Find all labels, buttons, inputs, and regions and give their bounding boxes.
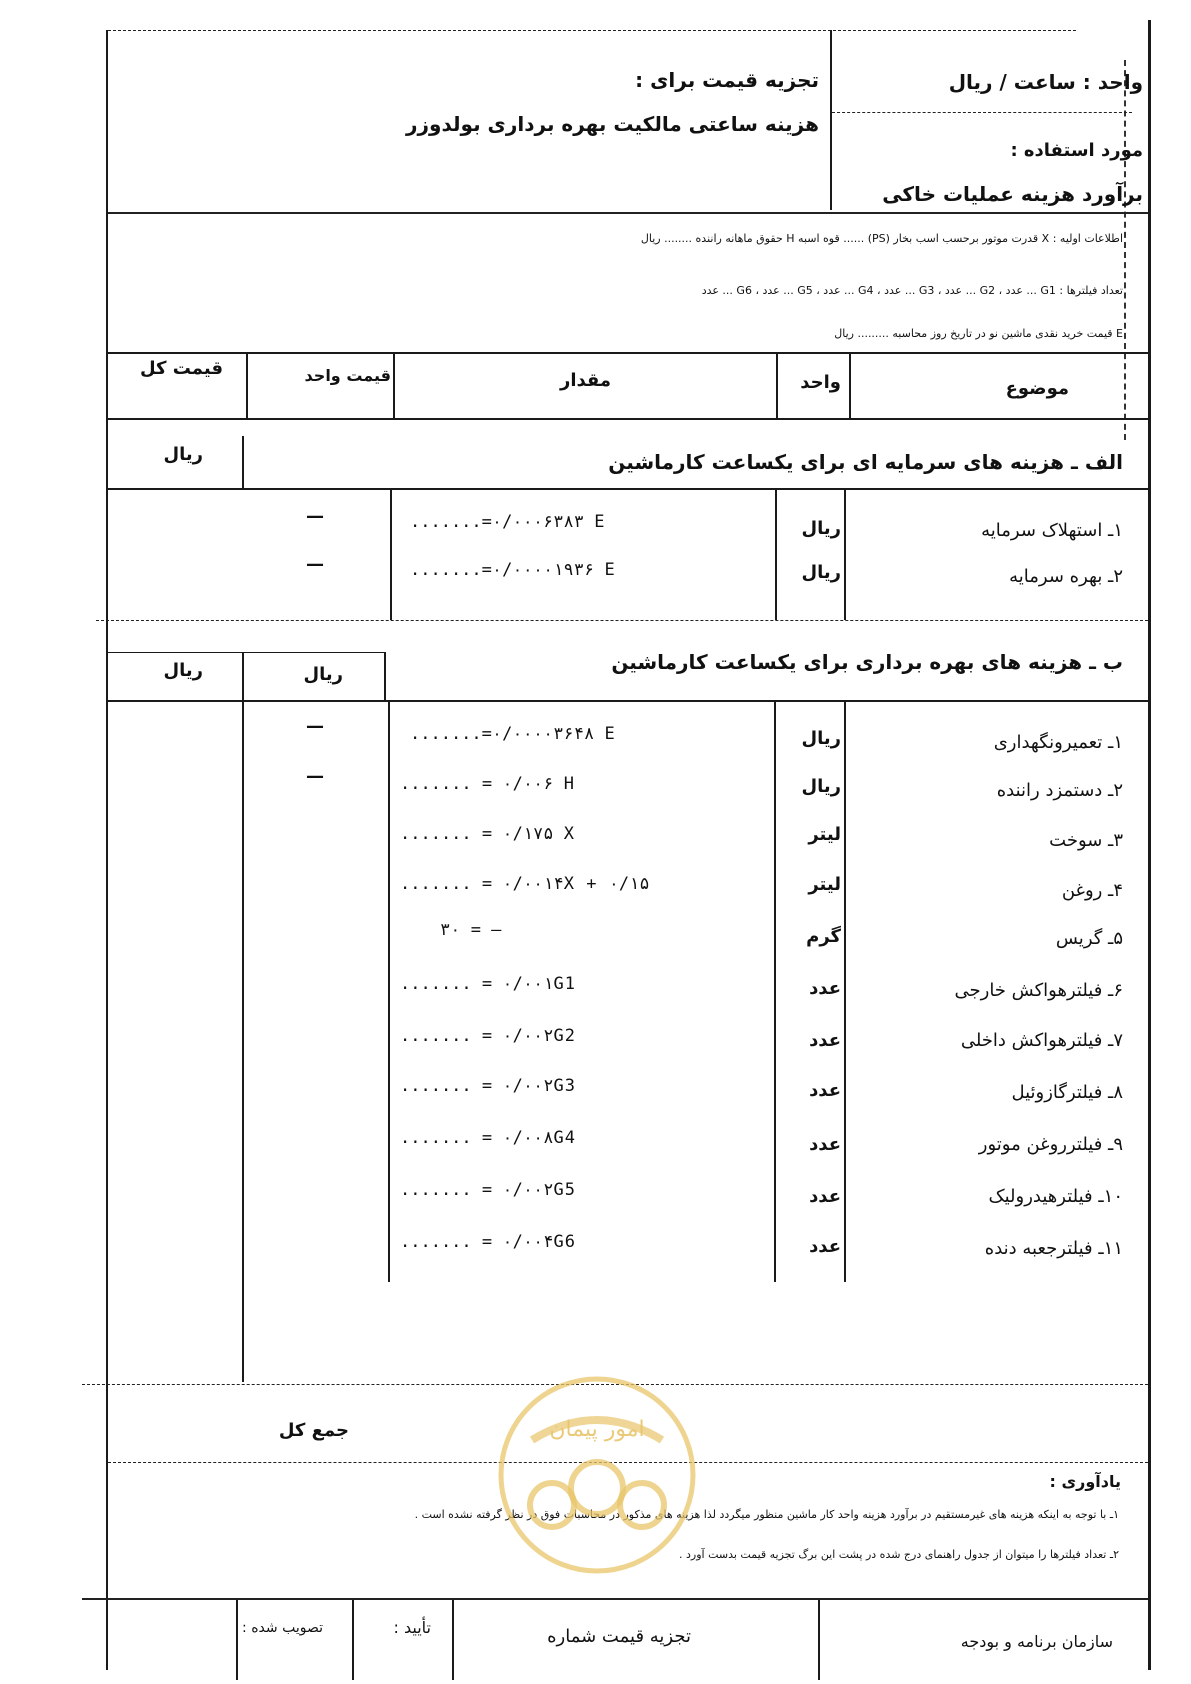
row-quantity: ....... = ۰/۱۷۵ X (400, 824, 575, 844)
row-quantity: ....... = ۰/۰۰۴G6 (400, 1232, 576, 1252)
row-subject: ۸ـ فیلترگازوئیل (1011, 1082, 1123, 1103)
usage-label: مورد استفاده : (1010, 140, 1143, 161)
row-quantity: ....... = ۰/۰۰۶ H (400, 774, 575, 794)
row-subject: ۶ـ فیلترهواکش خارجی (954, 980, 1123, 1001)
row-subject: ۲ـ بهره سرمایه (1009, 566, 1123, 587)
row-quantity: .......=۰/۰۰۰۶۳۸۳ E (410, 512, 606, 532)
notes-title: یادآوری : (1049, 1472, 1121, 1491)
section-b-unit-price-unit: ریال (303, 664, 343, 685)
initial-info-line-3: E قیمت خرید نقدی ماشین نو در تاریخ روز محاسبه ......... ریال (834, 327, 1123, 340)
row-quantity: .......=۰/۰۰۰۰۱۹۳۶ E (410, 560, 616, 580)
watermark-text: امور پیمان (549, 1417, 645, 1442)
footer-form-title: تجزیه قیمت شماره (547, 1626, 691, 1647)
row-quantity: ....... = ۰/۰۰۲G3 (400, 1076, 576, 1096)
watermark-seal (492, 1370, 702, 1580)
analysis-label: تجزیه قیمت برای : (635, 68, 819, 92)
row-subject: ۱۰ـ فیلترهیدرولیک (988, 1186, 1123, 1207)
row-unit-price: — (306, 766, 324, 787)
row-subject: ۷ـ فیلترهواکش داخلی (960, 1030, 1123, 1051)
row-quantity: ....... = ۰/۰۰۲G2 (400, 1026, 576, 1046)
row-unit: ریال (801, 518, 841, 539)
header-quantity: مقدار (559, 370, 611, 391)
note-2: ۲ـ تعداد فیلترها را میتوان از جدول راهنمای درج شده در پشت این برگ تجزیه قیمت بدست آورد . (679, 1548, 1119, 1561)
row-unit: لیتر (808, 874, 841, 895)
row-unit: ریال (801, 562, 841, 583)
row-unit: عدد (809, 1030, 841, 1051)
row-unit: عدد (809, 978, 841, 999)
header-unit: واحد (800, 372, 841, 393)
analysis-subject: هزینه ساعتی مالکیت بهره برداری بولدوزر (406, 112, 819, 136)
row-subject: ۹ـ فیلترروغن موتور (978, 1134, 1123, 1155)
note-1: ۱ـ با توجه به اینکه هزینه های غیرمستقیم در برآورد هزینه واحد کار ماشین منظور میگردد لذا هزینه های مذکور در محاسبات فوق در نظر گرفته نشده است . (414, 1508, 1119, 1521)
row-quantity: ....... = ۰/۰۰۲G5 (400, 1180, 576, 1200)
row-quantity: .......=۰/۰۰۰۰۳۶۴۸ E (410, 724, 616, 744)
row-subject: ۳ـ سوخت (1049, 830, 1123, 851)
row-unit: ریال (801, 728, 841, 749)
grand-total-label: جمع کل (278, 1420, 349, 1441)
initial-info-line-2: تعداد فیلترها : G1 ... عدد ، G2 ... عدد ، G3 ... عدد ، G4 ... عدد ، G5 ... عدد ، G6 ... عدد (701, 284, 1123, 297)
row-subject: ۱ـ استهلاک سرمایه (981, 520, 1123, 541)
unit-label: واحد : ساعت / ریال (948, 70, 1143, 94)
row-quantity: ....... = ۰/۰۰۱G1 (400, 974, 576, 994)
row-unit: عدد (809, 1134, 841, 1155)
section-b-title: ب ـ هزینه های بهره برداری برای یکساعت کارماشین (611, 650, 1123, 674)
row-subject: ۲ـ دستمزد راننده (996, 780, 1123, 801)
header-total-price: قیمت کل (139, 358, 223, 379)
footer-approver: تصویب شده : (242, 1620, 323, 1636)
row-subject: ۱ـ تعمیرونگهداری (993, 732, 1123, 753)
row-subject: ۵ـ گریس (1055, 928, 1123, 949)
row-subject: ۱۱ـ فیلترجعبه دنده (984, 1238, 1123, 1259)
row-unit: عدد (809, 1186, 841, 1207)
section-a-total-unit: ریال (163, 444, 203, 465)
header-unit-price: قیمت واحد (304, 366, 391, 385)
footer-org: سازمان برنامه و بودجه (960, 1632, 1113, 1651)
row-unit-price: — (306, 554, 324, 575)
row-quantity: ۳۰ = — (440, 920, 502, 940)
row-quantity: ....... = ۰/۰۰۱۴X + ۰/۱۵ (400, 874, 650, 894)
usage-value: برآورد هزینه عملیات خاکی (882, 182, 1143, 206)
row-unit: عدد (809, 1080, 841, 1101)
section-a-title: الف ـ هزینه های سرمایه ای برای یکساعت کارماشین (608, 450, 1123, 474)
row-unit: گرم (806, 926, 841, 947)
row-quantity: ....... = ۰/۰۰۸G4 (400, 1128, 576, 1148)
row-subject: ۴ـ روغن (1061, 880, 1123, 901)
row-unit-price: — (306, 716, 324, 737)
initial-info-line-1: اطلاعات اولیه : X قدرت موتور برحسب اسب بخار (PS) ...... قوه اسبه H حقوق ماهانه راننده ........ ریال (640, 232, 1123, 245)
row-unit: ریال (801, 776, 841, 797)
header-subject: موضوع (1005, 378, 1069, 399)
row-unit: عدد (809, 1236, 841, 1257)
row-unit-price: — (306, 506, 324, 527)
section-b-total-unit: ریال (163, 660, 203, 681)
row-unit: لیتر (808, 824, 841, 845)
footer-approval: تأیید : (393, 1618, 431, 1637)
